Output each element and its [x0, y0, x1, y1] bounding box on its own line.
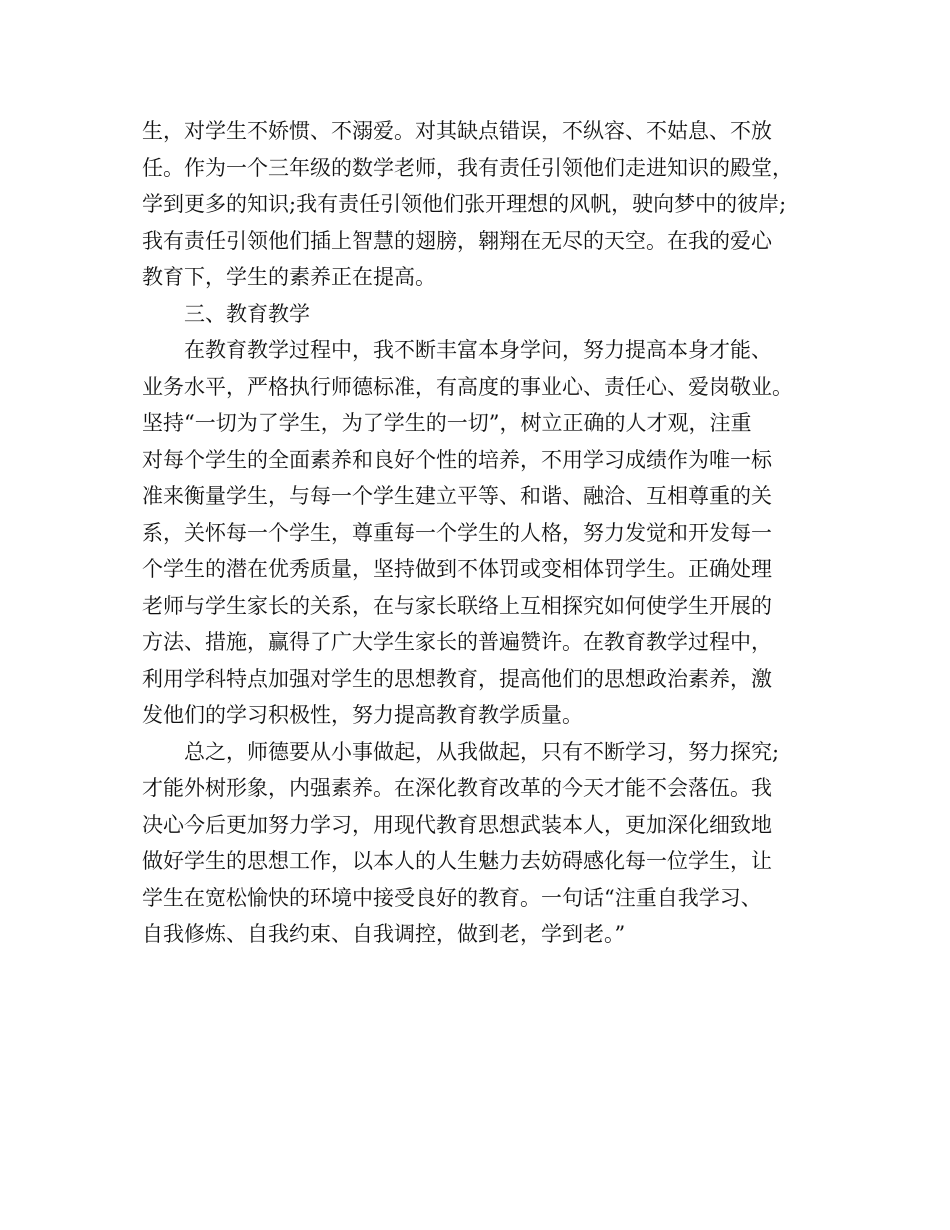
text-line: 个学生的潜在优秀质量，坚持做到不体罚或变相体罚学生。正确处理 — [142, 557, 772, 581]
text-line: 对每个学生的全面素养和良好个性的培养，不用学习成绩作为唯一标 — [142, 447, 772, 472]
text-line: 才能外树形象，内强素养。在深化教育改革的今天才能不会落伍。我 — [142, 776, 772, 800]
text-line: 决心今后更加努力学习，用现代教育思想武装本人，更加深化细致地 — [142, 812, 772, 837]
text-line: 在教育教学过程中，我不断丰富本身学问，努力提高本身才能、 — [184, 338, 772, 362]
text-line: 我有责任引领他们插上智慧的翅膀，翱翔在无尽的天空。在我的爱心 — [142, 228, 772, 253]
text-line: 任。作为一个三年级的数学老师，我有责任引领他们走进知识的殿堂， — [142, 155, 793, 180]
text-line: 系，关怀每一个学生，尊重每一个学生的人格，努力发觉和开发每一 — [142, 520, 772, 545]
text-line: 发他们的学习积极性，努力提高教育教学质量。 — [142, 703, 583, 727]
text-line: 准来衡量学生，与每一个学生建立平等、和谐、融洽、互相尊重的关 — [142, 484, 772, 508]
paragraph-1-continued — [142, 113, 822, 296]
text-line: 学到更多的知识;我有责任引领他们张开理想的风帆，驶向梦中的彼岸; — [142, 192, 787, 216]
text-line: 方法、措施，赢得了广大学生家长的普遍赞许。在教育教学过程中， — [142, 630, 772, 654]
text-line: 自我修炼、自我约束、自我调控，做到老，学到老。” — [142, 922, 626, 946]
text-line: 做好学生的思想工作，以本人的人生魅力去妨碍感化每一位学生，让 — [142, 849, 772, 873]
text-line: 总之，师德要从小事做起，从我做起，只有不断学习，努力探究; — [184, 739, 780, 764]
text-line: 学生在宽松愉快的环境中接受良好的教育。一句话“注重自我学习、 — [142, 885, 762, 910]
document-body — [142, 113, 822, 953]
text-line: 利用学科特点加强对学生的思想教育，提高他们的思想政治素养，激 — [142, 666, 772, 691]
text-line: 教育下，学生的素养正在提高。 — [142, 265, 436, 289]
text-line: 生，对学生不娇惯、不溺爱。对其缺点错误，不纵容、不姑息、不放 — [142, 119, 772, 143]
paragraph-3 — [142, 734, 822, 953]
paragraph-2 — [142, 332, 822, 734]
text-line: 老师与学生家长的关系，在与家长联络上互相探究如何使学生开展的 — [142, 593, 772, 618]
text-line: 业务水平，严格执行师德标准，有高度的事业心、责任心、爱岗敬业。 — [142, 374, 793, 399]
section-heading: 三、教育教学 — [184, 301, 310, 326]
text-line: 坚持“一切为了学生，为了学生的一切”，树立正确的人才观，注重 — [142, 411, 752, 435]
